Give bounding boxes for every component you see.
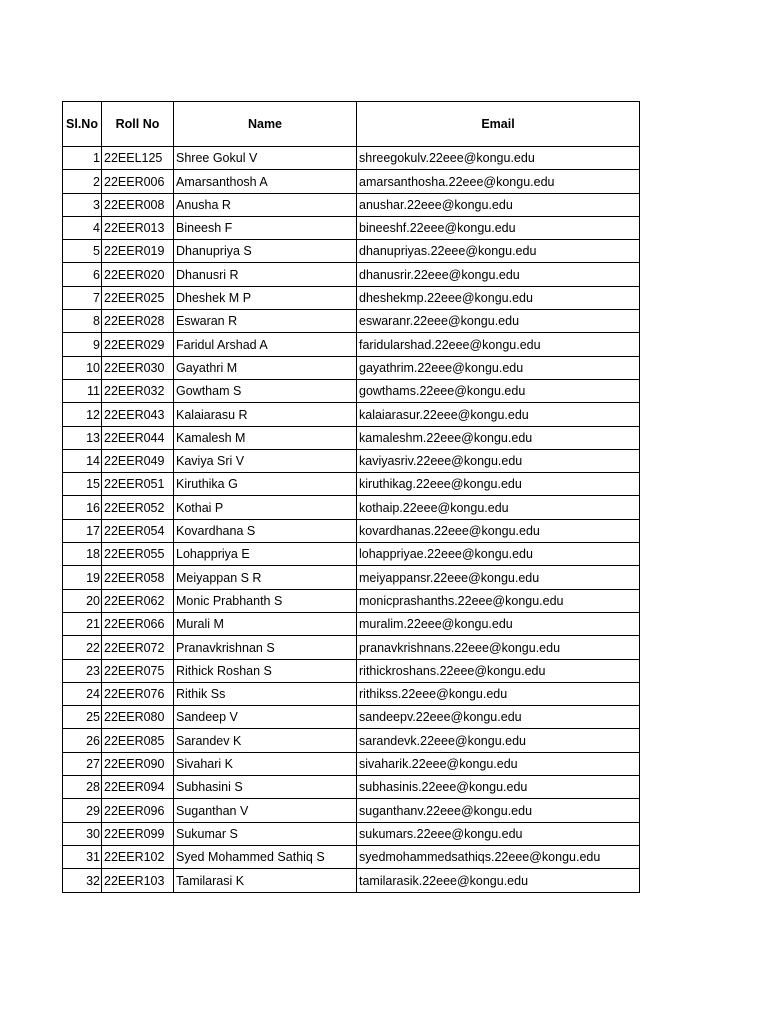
- cell-email: muralim.22eee@kongu.edu: [357, 612, 640, 635]
- table-row: [63, 216, 640, 239]
- table-row: [63, 612, 640, 635]
- cell-sl-no: 32: [63, 869, 102, 892]
- cell-name: Bineesh F: [174, 216, 357, 239]
- cell-roll-no: 22EER032: [102, 379, 174, 402]
- cell-sl-no: 25: [63, 706, 102, 729]
- cell-email: eswaranr.22eee@kongu.edu: [357, 310, 640, 333]
- cell-name: Shree Gokul V: [174, 147, 357, 170]
- cell-roll-no: 22EER080: [102, 706, 174, 729]
- table-row: [63, 356, 640, 379]
- table-row: [63, 729, 640, 752]
- cell-roll-no: 22EER103: [102, 869, 174, 892]
- cell-sl-no: 7: [63, 286, 102, 309]
- table-row: [63, 636, 640, 659]
- cell-name: Kiruthika G: [174, 473, 357, 496]
- table-row: [63, 426, 640, 449]
- cell-email: kovardhanas.22eee@kongu.edu: [357, 519, 640, 542]
- table-row: [63, 403, 640, 426]
- cell-sl-no: 6: [63, 263, 102, 286]
- cell-name: Sukumar S: [174, 822, 357, 845]
- cell-roll-no: 22EER008: [102, 193, 174, 216]
- cell-email: dheshekmp.22eee@kongu.edu: [357, 286, 640, 309]
- cell-roll-no: 22EER099: [102, 822, 174, 845]
- table-row: [63, 659, 640, 682]
- cell-roll-no: 22EER029: [102, 333, 174, 356]
- cell-email: rithikss.22eee@kongu.edu: [357, 682, 640, 705]
- cell-name: Dhanupriya S: [174, 240, 357, 263]
- cell-sl-no: 24: [63, 682, 102, 705]
- cell-roll-no: 22EER044: [102, 426, 174, 449]
- cell-email: suganthanv.22eee@kongu.edu: [357, 799, 640, 822]
- cell-name: Amarsanthosh A: [174, 170, 357, 193]
- cell-name: Syed Mohammed Sathiq S: [174, 845, 357, 868]
- header-name: Name: [174, 102, 357, 147]
- cell-email: sivaharik.22eee@kongu.edu: [357, 752, 640, 775]
- cell-sl-no: 4: [63, 216, 102, 239]
- cell-roll-no: 22EER043: [102, 403, 174, 426]
- cell-sl-no: 19: [63, 566, 102, 589]
- cell-email: kothaip.22eee@kongu.edu: [357, 496, 640, 519]
- cell-sl-no: 15: [63, 473, 102, 496]
- cell-sl-no: 21: [63, 612, 102, 635]
- cell-name: Rithik Ss: [174, 682, 357, 705]
- cell-email: anushar.22eee@kongu.edu: [357, 193, 640, 216]
- cell-name: Eswaran R: [174, 310, 357, 333]
- table-row: [63, 589, 640, 612]
- table-row: [63, 519, 640, 542]
- cell-email: tamilarasik.22eee@kongu.edu: [357, 869, 640, 892]
- cell-sl-no: 18: [63, 543, 102, 566]
- cell-email: shreegokulv.22eee@kongu.edu: [357, 147, 640, 170]
- cell-name: Kaviya Sri V: [174, 449, 357, 472]
- cell-name: Sandeep V: [174, 706, 357, 729]
- cell-roll-no: 22EER072: [102, 636, 174, 659]
- table-row: [63, 706, 640, 729]
- table-row: [63, 379, 640, 402]
- cell-email: sarandevk.22eee@kongu.edu: [357, 729, 640, 752]
- cell-name: Monic Prabhanth S: [174, 589, 357, 612]
- cell-sl-no: 17: [63, 519, 102, 542]
- table-row: [63, 822, 640, 845]
- table-row: [63, 240, 640, 263]
- cell-sl-no: 10: [63, 356, 102, 379]
- cell-name: Faridul Arshad A: [174, 333, 357, 356]
- cell-email: gowthams.22eee@kongu.edu: [357, 379, 640, 402]
- cell-name: Dheshek M P: [174, 286, 357, 309]
- cell-name: Suganthan V: [174, 799, 357, 822]
- cell-roll-no: 22EER054: [102, 519, 174, 542]
- cell-email: dhanupriyas.22eee@kongu.edu: [357, 240, 640, 263]
- table-row: [63, 263, 640, 286]
- cell-sl-no: 22: [63, 636, 102, 659]
- cell-sl-no: 29: [63, 799, 102, 822]
- cell-name: Kalaiarasu R: [174, 403, 357, 426]
- cell-email: amarsanthosha.22eee@kongu.edu: [357, 170, 640, 193]
- table-row: [63, 310, 640, 333]
- cell-email: faridularshad.22eee@kongu.edu: [357, 333, 640, 356]
- header-row: [63, 102, 640, 147]
- cell-sl-no: 2: [63, 170, 102, 193]
- cell-name: Subhasini S: [174, 776, 357, 799]
- cell-email: kiruthikag.22eee@kongu.edu: [357, 473, 640, 496]
- cell-roll-no: 22EER049: [102, 449, 174, 472]
- table-row: [63, 193, 640, 216]
- cell-email: pranavkrishnans.22eee@kongu.edu: [357, 636, 640, 659]
- table-row: [63, 845, 640, 868]
- cell-sl-no: 12: [63, 403, 102, 426]
- cell-sl-no: 9: [63, 333, 102, 356]
- table-row: [63, 496, 640, 519]
- cell-name: Gayathri M: [174, 356, 357, 379]
- cell-roll-no: 22EER066: [102, 612, 174, 635]
- cell-roll-no: 22EER051: [102, 473, 174, 496]
- cell-email: sukumars.22eee@kongu.edu: [357, 822, 640, 845]
- table-row: [63, 869, 640, 892]
- cell-roll-no: 22EER085: [102, 729, 174, 752]
- cell-name: Tamilarasi K: [174, 869, 357, 892]
- cell-roll-no: 22EER055: [102, 543, 174, 566]
- cell-email: sandeepv.22eee@kongu.edu: [357, 706, 640, 729]
- cell-sl-no: 5: [63, 240, 102, 263]
- cell-email: meiyappansr.22eee@kongu.edu: [357, 566, 640, 589]
- table-row: [63, 566, 640, 589]
- cell-email: rithickroshans.22eee@kongu.edu: [357, 659, 640, 682]
- header-roll-no: Roll No: [102, 102, 174, 147]
- cell-sl-no: 26: [63, 729, 102, 752]
- cell-sl-no: 1: [63, 147, 102, 170]
- cell-name: Kothai P: [174, 496, 357, 519]
- cell-roll-no: 22EER102: [102, 845, 174, 868]
- table-row: [63, 286, 640, 309]
- header-sl-no: Sl.No: [63, 102, 102, 147]
- cell-sl-no: 27: [63, 752, 102, 775]
- cell-email: syedmohammedsathiqs.22eee@kongu.edu: [357, 845, 640, 868]
- cell-roll-no: 22EER094: [102, 776, 174, 799]
- cell-email: kalaiarasur.22eee@kongu.edu: [357, 403, 640, 426]
- cell-name: Gowtham S: [174, 379, 357, 402]
- table-row: [63, 333, 640, 356]
- student-table: [62, 101, 640, 893]
- cell-email: dhanusrir.22eee@kongu.edu: [357, 263, 640, 286]
- cell-roll-no: 22EER030: [102, 356, 174, 379]
- cell-roll-no: 22EER019: [102, 240, 174, 263]
- cell-sl-no: 16: [63, 496, 102, 519]
- cell-name: Murali M: [174, 612, 357, 635]
- cell-name: Anusha R: [174, 193, 357, 216]
- cell-roll-no: 22EER006: [102, 170, 174, 193]
- cell-name: Meiyappan S R: [174, 566, 357, 589]
- cell-roll-no: 22EER013: [102, 216, 174, 239]
- cell-sl-no: 23: [63, 659, 102, 682]
- cell-email: subhasinis.22eee@kongu.edu: [357, 776, 640, 799]
- cell-name: Dhanusri R: [174, 263, 357, 286]
- table-body: [63, 147, 640, 893]
- cell-roll-no: 22EER052: [102, 496, 174, 519]
- table-row: [63, 543, 640, 566]
- cell-email: lohappriyae.22eee@kongu.edu: [357, 543, 640, 566]
- table-row: [63, 752, 640, 775]
- cell-name: Lohappriya E: [174, 543, 357, 566]
- cell-name: Rithick Roshan S: [174, 659, 357, 682]
- cell-roll-no: 22EER020: [102, 263, 174, 286]
- cell-roll-no: 22EEL125: [102, 147, 174, 170]
- cell-sl-no: 11: [63, 379, 102, 402]
- table-row: [63, 449, 640, 472]
- table-row: [63, 682, 640, 705]
- cell-roll-no: 22EER058: [102, 566, 174, 589]
- cell-roll-no: 22EER076: [102, 682, 174, 705]
- cell-roll-no: 22EER075: [102, 659, 174, 682]
- cell-email: kaviyasriv.22eee@kongu.edu: [357, 449, 640, 472]
- cell-email: kamaleshm.22eee@kongu.edu: [357, 426, 640, 449]
- cell-sl-no: 31: [63, 845, 102, 868]
- cell-name: Kamalesh M: [174, 426, 357, 449]
- cell-name: Pranavkrishnan S: [174, 636, 357, 659]
- table-row: [63, 776, 640, 799]
- cell-roll-no: 22EER028: [102, 310, 174, 333]
- cell-sl-no: 28: [63, 776, 102, 799]
- cell-roll-no: 22EER090: [102, 752, 174, 775]
- cell-name: Sarandev K: [174, 729, 357, 752]
- cell-email: monicprashanths.22eee@kongu.edu: [357, 589, 640, 612]
- table-header: [63, 102, 640, 147]
- table-row: [63, 473, 640, 496]
- cell-sl-no: 13: [63, 426, 102, 449]
- table-row: [63, 147, 640, 170]
- table-row: [63, 170, 640, 193]
- cell-email: bineeshf.22eee@kongu.edu: [357, 216, 640, 239]
- cell-roll-no: 22EER096: [102, 799, 174, 822]
- cell-sl-no: 30: [63, 822, 102, 845]
- cell-sl-no: 8: [63, 310, 102, 333]
- cell-email: gayathrim.22eee@kongu.edu: [357, 356, 640, 379]
- cell-sl-no: 3: [63, 193, 102, 216]
- cell-roll-no: 22EER062: [102, 589, 174, 612]
- header-email: Email: [357, 102, 640, 147]
- cell-name: Sivahari K: [174, 752, 357, 775]
- table-row: [63, 799, 640, 822]
- cell-sl-no: 20: [63, 589, 102, 612]
- cell-name: Kovardhana S: [174, 519, 357, 542]
- cell-sl-no: 14: [63, 449, 102, 472]
- cell-roll-no: 22EER025: [102, 286, 174, 309]
